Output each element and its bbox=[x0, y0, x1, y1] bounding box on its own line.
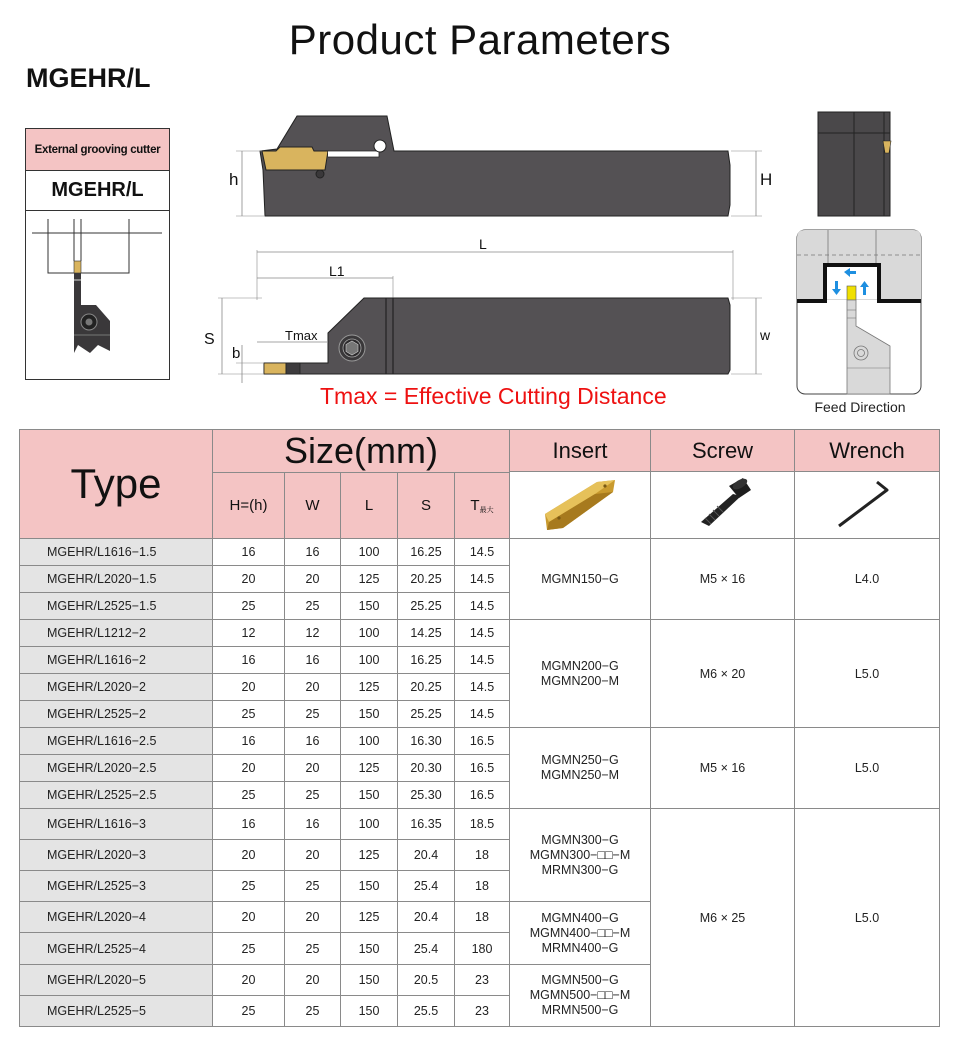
cell-w: 20 bbox=[285, 674, 341, 701]
dim-H-label: H bbox=[760, 170, 773, 189]
cell-h: 20 bbox=[213, 965, 285, 996]
cell-t: 16.5 bbox=[455, 782, 510, 809]
dim-W-label: w bbox=[760, 327, 771, 343]
cell-l: 150 bbox=[341, 701, 398, 728]
cell-t: 18 bbox=[455, 902, 510, 933]
header-screw: Screw bbox=[651, 430, 795, 472]
dim-L-label: L bbox=[479, 236, 487, 252]
type-card-model: MGEHR/L bbox=[26, 171, 169, 211]
wrench-image-cell bbox=[795, 472, 940, 539]
cell-wrench: L5.0 bbox=[795, 809, 940, 1027]
cell-w: 25 bbox=[285, 593, 341, 620]
cell-h: 20 bbox=[213, 902, 285, 933]
cell-s: 20.25 bbox=[398, 674, 455, 701]
cell-t: 14.5 bbox=[455, 674, 510, 701]
cell-w: 20 bbox=[285, 965, 341, 996]
cell-t: 14.5 bbox=[455, 647, 510, 674]
cell-h: 25 bbox=[213, 593, 285, 620]
cell-t: 14.5 bbox=[455, 593, 510, 620]
cell-type: MGEHR/L2020−2.5 bbox=[20, 755, 213, 782]
cell-w: 25 bbox=[285, 782, 341, 809]
cell-h: 25 bbox=[213, 871, 285, 902]
page-title: Product Parameters bbox=[288, 16, 672, 63]
grooving-insert-icon bbox=[535, 474, 625, 534]
cell-insert: MGMN500−G MGMN500−□□−M MRMN500−G bbox=[510, 965, 651, 1027]
cell-s: 25.4 bbox=[398, 871, 455, 902]
cell-s: 25.30 bbox=[398, 782, 455, 809]
cell-s: 20.5 bbox=[398, 965, 455, 996]
cell-h: 25 bbox=[213, 933, 285, 965]
cell-wrench: L5.0 bbox=[795, 728, 940, 809]
cell-l: 150 bbox=[341, 593, 398, 620]
header-sub-t-main: T bbox=[470, 496, 480, 514]
cell-w: 20 bbox=[285, 755, 341, 782]
cell-t: 18 bbox=[455, 871, 510, 902]
cell-w: 20 bbox=[285, 902, 341, 933]
cell-type: MGEHR/L1616−3 bbox=[20, 809, 213, 840]
header-size: Size(mm) bbox=[213, 430, 510, 473]
cell-t: 180 bbox=[455, 933, 510, 965]
header-sub-h: H=(h) bbox=[213, 473, 285, 539]
cell-t: 23 bbox=[455, 965, 510, 996]
tool-top-view bbox=[218, 250, 762, 383]
cell-t: 14.5 bbox=[455, 566, 510, 593]
cell-w: 25 bbox=[285, 871, 341, 902]
dim-b-label: b bbox=[232, 345, 241, 362]
hex-key-icon bbox=[827, 474, 907, 534]
cell-l: 100 bbox=[341, 647, 398, 674]
cell-w: 16 bbox=[285, 809, 341, 840]
cell-insert: MGMN200−G MGMN200−M bbox=[510, 620, 651, 728]
dim-Tmax-label: Tmax bbox=[285, 328, 318, 343]
cell-type: MGEHR/L2525−3 bbox=[20, 871, 213, 902]
cell-w: 25 bbox=[285, 701, 341, 728]
cell-type: MGEHR/L2525−4 bbox=[20, 933, 213, 965]
cell-h: 16 bbox=[213, 728, 285, 755]
header-sub-s: S bbox=[398, 473, 455, 539]
cell-h: 16 bbox=[213, 539, 285, 566]
cell-type: MGEHR/L2020−4 bbox=[20, 902, 213, 933]
cell-s: 16.30 bbox=[398, 728, 455, 755]
feed-direction-label: Feed Direction bbox=[814, 399, 906, 415]
header-type: Type bbox=[20, 430, 213, 539]
cell-s: 20.4 bbox=[398, 840, 455, 871]
tool-dimension-diagram bbox=[200, 95, 780, 385]
cell-w: 20 bbox=[285, 840, 341, 871]
feed-direction-diagram bbox=[790, 100, 930, 400]
cell-s: 25.5 bbox=[398, 996, 455, 1027]
cell-screw: M6 × 20 bbox=[651, 620, 795, 728]
cell-h: 12 bbox=[213, 620, 285, 647]
cell-s: 14.25 bbox=[398, 620, 455, 647]
cell-t: 14.5 bbox=[455, 701, 510, 728]
cell-h: 25 bbox=[213, 701, 285, 728]
cell-l: 125 bbox=[341, 566, 398, 593]
cell-h: 25 bbox=[213, 782, 285, 809]
cell-screw: M6 × 25 bbox=[651, 809, 795, 1027]
header-sub-w: W bbox=[285, 473, 341, 539]
cell-l: 150 bbox=[341, 933, 398, 965]
header-sub-l: L bbox=[341, 473, 398, 539]
dim-L1-label: L1 bbox=[329, 263, 345, 279]
cell-s: 20.30 bbox=[398, 755, 455, 782]
cell-t: 16.5 bbox=[455, 755, 510, 782]
header-insert: Insert bbox=[510, 430, 651, 472]
cell-w: 25 bbox=[285, 996, 341, 1027]
cell-l: 125 bbox=[341, 902, 398, 933]
cell-insert: MGMN150−G bbox=[510, 539, 651, 620]
type-card bbox=[25, 128, 170, 380]
cell-l: 150 bbox=[341, 782, 398, 809]
cell-s: 16.25 bbox=[398, 539, 455, 566]
cell-t: 14.5 bbox=[455, 620, 510, 647]
cell-type: MGEHR/L2020−1.5 bbox=[20, 566, 213, 593]
cell-type: MGEHR/L2020−2 bbox=[20, 674, 213, 701]
cell-h: 16 bbox=[213, 647, 285, 674]
cell-s: 25.4 bbox=[398, 933, 455, 965]
cell-t: 23 bbox=[455, 996, 510, 1027]
type-card-category: External grooving cutter bbox=[26, 129, 169, 171]
cell-w: 25 bbox=[285, 933, 341, 965]
spec-table bbox=[19, 429, 940, 1027]
cell-t: 14.5 bbox=[455, 539, 510, 566]
cell-type: MGEHR/L1616−2 bbox=[20, 647, 213, 674]
cell-wrench: L5.0 bbox=[795, 620, 940, 728]
groove-feed-view bbox=[797, 230, 921, 394]
cell-t: 18 bbox=[455, 840, 510, 871]
cell-type: MGEHR/L2020−3 bbox=[20, 840, 213, 871]
cell-l: 125 bbox=[341, 755, 398, 782]
cell-s: 20.4 bbox=[398, 902, 455, 933]
cell-s: 25.25 bbox=[398, 701, 455, 728]
header-sub-t-subscript: 最大 bbox=[479, 506, 494, 514]
screw-icon bbox=[683, 474, 763, 534]
cell-t: 16.5 bbox=[455, 728, 510, 755]
cell-screw: M5 × 16 bbox=[651, 539, 795, 620]
table-row bbox=[20, 539, 940, 566]
cell-h: 20 bbox=[213, 840, 285, 871]
cell-s: 20.25 bbox=[398, 566, 455, 593]
cell-l: 100 bbox=[341, 728, 398, 755]
cell-wrench: L4.0 bbox=[795, 539, 940, 620]
tool-end-view bbox=[818, 112, 891, 216]
tmax-definition-note: Tmax = Effective Cutting Distance bbox=[320, 383, 667, 409]
spec-table-body bbox=[20, 539, 940, 1027]
cell-h: 25 bbox=[213, 996, 285, 1027]
insert-image-cell bbox=[510, 472, 651, 539]
cell-type: MGEHR/L2525−2.5 bbox=[20, 782, 213, 809]
cell-h: 16 bbox=[213, 809, 285, 840]
cell-type: MGEHR/L2525−1.5 bbox=[20, 593, 213, 620]
cell-s: 16.25 bbox=[398, 647, 455, 674]
cell-insert: MGMN250−G MGMN250−M bbox=[510, 728, 651, 809]
grooving-setup-icon bbox=[26, 211, 168, 377]
cell-t: 18.5 bbox=[455, 809, 510, 840]
dim-S-label: S bbox=[204, 331, 215, 348]
cell-l: 150 bbox=[341, 871, 398, 902]
model-title: MGEHR/L bbox=[26, 63, 151, 93]
table-row bbox=[20, 728, 940, 755]
cell-h: 20 bbox=[213, 755, 285, 782]
header-wrench: Wrench bbox=[795, 430, 940, 472]
cell-l: 150 bbox=[341, 996, 398, 1027]
cell-w: 16 bbox=[285, 647, 341, 674]
cell-type: MGEHR/L2525−2 bbox=[20, 701, 213, 728]
cell-type: MGEHR/L1212−2 bbox=[20, 620, 213, 647]
cell-type: MGEHR/L2020−5 bbox=[20, 965, 213, 996]
cell-screw: M5 × 16 bbox=[651, 728, 795, 809]
cell-s: 25.25 bbox=[398, 593, 455, 620]
cell-h: 20 bbox=[213, 566, 285, 593]
cell-s: 16.35 bbox=[398, 809, 455, 840]
cell-w: 16 bbox=[285, 728, 341, 755]
cell-w: 12 bbox=[285, 620, 341, 647]
cell-l: 125 bbox=[341, 674, 398, 701]
cell-type: MGEHR/L1616−2.5 bbox=[20, 728, 213, 755]
cell-l: 125 bbox=[341, 840, 398, 871]
cell-w: 16 bbox=[285, 539, 341, 566]
cell-l: 150 bbox=[341, 965, 398, 996]
cell-insert: MGMN400−G MGMN400−□□−M MRMN400−G bbox=[510, 902, 651, 965]
screw-image-cell bbox=[651, 472, 795, 539]
cell-l: 100 bbox=[341, 620, 398, 647]
table-row bbox=[20, 809, 940, 840]
tool-side-view bbox=[236, 116, 762, 216]
header-sub-t bbox=[455, 473, 510, 539]
cell-w: 20 bbox=[285, 566, 341, 593]
table-row bbox=[20, 620, 940, 647]
cell-type: MGEHR/L2525−5 bbox=[20, 996, 213, 1027]
cell-l: 100 bbox=[341, 809, 398, 840]
dim-h-label: h bbox=[229, 170, 239, 189]
cell-insert: MGMN300−G MGMN300−□□−M MRMN300−G bbox=[510, 809, 651, 902]
cell-type: MGEHR/L1616−1.5 bbox=[20, 539, 213, 566]
cell-h: 20 bbox=[213, 674, 285, 701]
cell-l: 100 bbox=[341, 539, 398, 566]
